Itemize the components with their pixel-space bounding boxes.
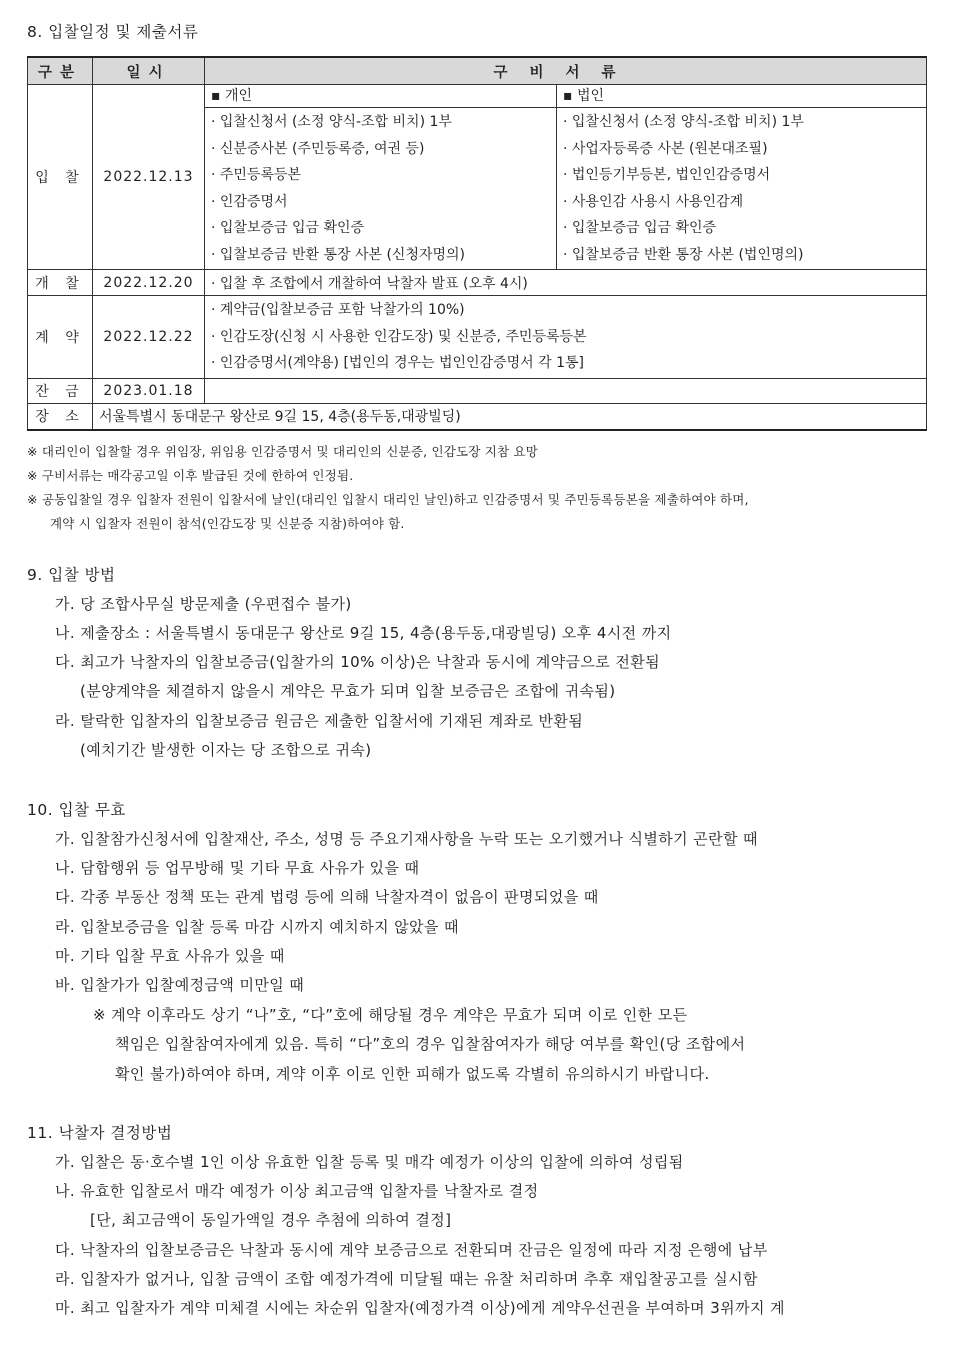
list-item: · 인감증명서(계약용) [법인의 경우는 법인인감증명서 각 1통]: [211, 355, 584, 371]
sec10-line: 마. 기타 입찰 무효 사유가 있을 때: [55, 947, 285, 965]
sec9-line: 라. 탈락한 입찰자의 입찰보증금 원금은 제출한 입찰서에 기재된 계좌로 반환됨: [55, 712, 584, 730]
section-9-title: 9. 입찰 방법: [27, 566, 116, 584]
sec11-line: 마. 최고 입찰자가 계약 미체결 시에는 차순위 입찰자(예정가격 이상)에게 계약우선권을 부여하며 3위까지 계: [55, 1299, 785, 1317]
list-item: · 입찰보증금 반환 통장 사본 (법인명의): [563, 246, 804, 263]
sec11-line: [단, 최고금액이 동일가액일 경우 추첨에 의하여 결정]: [90, 1211, 452, 1229]
section-11-title: 11. 낙찰자 결정방법: [27, 1124, 173, 1142]
sec11-line: 다. 낙찰자의 입찰보증금은 낙찰과 동시에 계약 보증금으로 전환되며 잔금은 일정에 따라 지정 은행에 납부: [55, 1241, 768, 1259]
contract-label: 계 약: [28, 296, 93, 379]
corp-header: ▪ 법인: [563, 88, 604, 104]
place-text: 서울특별시 동대문구 왕산로 9길 15, 4층(용두동,대광빌딩): [93, 403, 927, 430]
list-item: · 입찰보증금 입금 확인증: [211, 220, 365, 236]
table-row-open: [28, 270, 927, 296]
bid-date: 2022.12.13: [93, 85, 205, 270]
header-division: 구분: [28, 57, 93, 85]
sec10-line: 책임은 입찰참여자에게 있음. 특히 “다”호의 경우 입찰참여자가 해당 여부를 확인(당 조합에서: [115, 1035, 746, 1053]
personal-header: ▪ 개인: [211, 88, 252, 104]
note-3-cont: 계약 시 입찰자 전원이 참석(인감도장 및 신분증 지참)하여야 함.: [50, 516, 405, 531]
sec10-line: 나. 담합행위 등 업무방해 및 기타 무효 사유가 있을 때: [55, 859, 420, 877]
section-8-title: 8. 입찰일정 및 제출서류: [27, 23, 199, 41]
sec9-line: (분양계약을 체결하지 않을시 계약은 무효가 되며 입찰 보증금은 조합에 귀속됨): [80, 682, 616, 700]
corp-docs: [557, 108, 927, 270]
schedule-table: [27, 56, 927, 431]
balance-date: 2023.01.18: [93, 378, 205, 403]
table-row-place: [28, 403, 927, 430]
note-2: ※ 구비서류는 매각공고일 이후 발급된 것에 한하여 인정됨.: [27, 468, 354, 483]
list-item: · 사용인감 사용시 사용인감계: [563, 193, 744, 210]
place-label: 장 소: [28, 403, 93, 430]
contract-date: 2022.12.22: [93, 296, 205, 379]
sec10-line: 라. 입찰보증금을 입찰 등록 마감 시까지 예치하지 않았을 때: [55, 918, 459, 936]
contract-docs: [205, 296, 927, 379]
list-item: · 주민등록등본: [211, 167, 302, 183]
sec11-line: 나. 유효한 입찰로서 매각 예정가 이상 최고금액 입찰자를 낙찰자로 결정: [55, 1182, 539, 1200]
table-row-contract: [28, 296, 927, 379]
open-text: · 입찰 후 조합에서 개찰하여 낙찰자 발표 (오후 4시): [205, 270, 927, 296]
table-header-row: [28, 57, 927, 85]
sec9-line: (예치기간 발생한 이자는 당 조합으로 귀속): [80, 741, 372, 759]
list-item: · 입찰보증금 입금 확인증: [563, 220, 717, 236]
open-label: 개 찰: [28, 270, 93, 296]
sec10-line: ※ 계약 이후라도 상기 “나”호, “다”호에 해당될 경우 계약은 무효가 되며 이로 인한 모든: [93, 1006, 688, 1024]
section-10-title: 10. 입찰 무효: [27, 801, 126, 819]
table-row-bid: [28, 85, 927, 108]
list-item: · 입찰신청서 (소정 양식-조합 비치) 1부: [211, 114, 452, 130]
open-date: 2022.12.20: [93, 270, 205, 296]
note-1: ※ 대리인이 입찰할 경우 위임장, 위임용 인감증명서 및 대리인의 신분증, 인감도장 지참 요망: [27, 444, 539, 459]
balance-empty: [205, 378, 927, 403]
sec9-line: 가. 당 조합사무실 방문제출 (우편접수 불가): [55, 595, 352, 613]
list-item: · 계약금(입찰보증금 포함 낙찰가의 10%): [211, 302, 465, 318]
list-item: · 법인등기부등본, 법인인감증명서: [563, 167, 771, 183]
list-item: · 인감도장(신청 시 사용한 인감도장) 및 신분증, 주민등록등본: [211, 328, 587, 345]
bid-label: 입 찰: [28, 85, 93, 270]
note-3: ※ 공동입찰일 경우 입찰자 전원이 입찰서에 날인(대리인 입찰시 대리인 날인)하고 인감증명서 및 주민등록등본을 제출하여야 하며,: [27, 492, 749, 507]
sec9-line: 다. 최고가 낙찰자의 입찰보증금(입찰가의 10% 이상)은 낙찰과 동시에 계약금으로 전환됨: [55, 653, 660, 671]
sec10-line: 다. 각종 부동산 정책 또는 관계 법령 등에 의해 낙찰자격이 없음이 판명되었을 때: [55, 888, 599, 906]
list-item: · 입찰신청서 (소정 양식-조합 비치) 1부: [563, 114, 804, 130]
sec11-line: 라. 입찰자가 없거나, 입찰 금액이 조합 예정가격에 미달될 때는 유찰 처리하며 추후 재입찰공고를 실시함: [55, 1270, 758, 1288]
header-documents: 구비서류: [205, 57, 927, 85]
list-item: · 신분증사본 (주민등록증, 여권 등): [211, 140, 425, 157]
sec11-line: 가. 입찰은 동·호수별 1인 이상 유효한 입찰 등록 및 매각 예정가 이상의 입찰에 의하여 성립됨: [55, 1153, 684, 1171]
balance-label: 잔 금: [28, 378, 93, 403]
sec10-line: 확인 불가)하여야 하며, 계약 이후 이로 인한 피해가 없도록 각별히 유의하시기 바랍니다.: [115, 1065, 710, 1083]
list-item: · 사업자등록증 사본 (원본대조필): [563, 140, 768, 157]
table-row-balance: [28, 378, 927, 403]
header-date: 일시: [93, 57, 205, 85]
sec10-line: 가. 입찰참가신청서에 입찰재산, 주소, 성명 등 주요기재사항을 누락 또는 오기했거나 식별하기 곤란할 때: [55, 830, 758, 848]
sec10-line: 바. 입찰가가 입찰예정금액 미만일 때: [55, 976, 305, 994]
list-item: · 입찰보증금 반환 통장 사본 (신청자명의): [211, 246, 466, 263]
sec9-line: 나. 제출장소 : 서울특별시 동대문구 왕산로 9길 15, 4층(용두동,대광빌딩) 오후 4시전 까지: [55, 624, 672, 642]
personal-docs: [205, 108, 557, 270]
list-item: · 인감증명서: [211, 193, 288, 210]
